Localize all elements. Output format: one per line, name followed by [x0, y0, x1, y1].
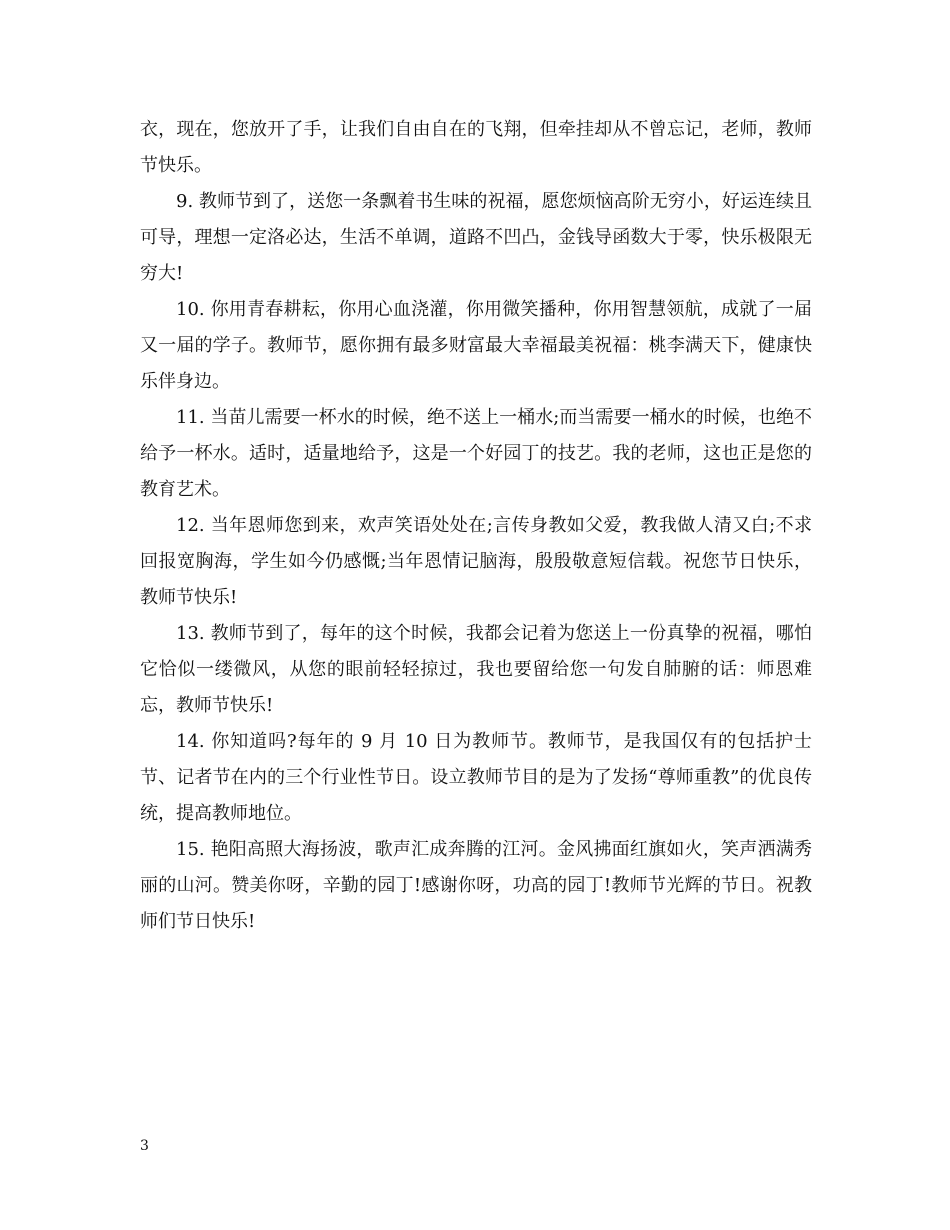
paragraph-item-14: 14. 你知道吗?每年的 9 月 10 日为教师节。教师节，是我国仅有的包括护士节、记者节在内的三个行业性节日。设立教师节目的是为了发扬“尊师重教”的优良传统，提高教师地位。 [140, 731, 812, 824]
paragraph-item-12: 12. 当年恩师您到来，欢声笑语处处在;言传身教如父爱，教我做人清又白;不求回报宽胸海，学生如今仍感慨;当年恩情记脑海，殷殷敬意短信载。祝您节日快乐，教师节快乐! [140, 515, 812, 608]
paragraph-continued: 衣，现在，您放开了手，让我们自由自在的飞翔，但牵挂却从不曾忘记，老师，教师节快乐。 [140, 119, 812, 176]
paragraph-item-11: 11. 当苗儿需要一杯水的时候，绝不送上一桶水;而当需要一桶水的时候，也绝不给予一杯水。适时，适量地给予，这是一个好园丁的技艺。我的老师，这也正是您的教育艺术。 [140, 407, 812, 500]
paragraph-item-15: 15. 艳阳高照大海扬波，歌声汇成奔腾的江河。金风拂面红旗如火，笑声洒满秀丽的山河。赞美你呀，辛勤的园丁!感谢你呀，功高的园丁!教师节光辉的节日。祝教师们节日快乐! [140, 839, 812, 932]
paragraph-item-9: 9. 教师节到了，送您一条飘着书生味的祝福，愿您烦恼高阶无穷小，好运连续且可导，理想一定洛必达，生活不单调，道路不凹凸，金钱导函数大于零，快乐极限无穷大! [140, 191, 812, 284]
page-number: 3 [140, 1138, 149, 1154]
paragraph-item-10: 10. 你用青春耕耘，你用心血浇灌，你用微笑播种，你用智慧领航，成就了一届又一届的学子。教师节，愿你拥有最多财富最大幸福最美祝福：桃李满天下，健康快乐伴身边。 [140, 299, 812, 392]
document-body [140, 112, 812, 940]
paragraph-item-13: 13. 教师节到了，每年的这个时候，我都会记着为您送上一份真挚的祝福，哪怕它恰似一缕微风，从您的眼前轻轻掠过，我也要留给您一句发自肺腑的话：师恩难忘，教师节快乐! [140, 623, 812, 716]
